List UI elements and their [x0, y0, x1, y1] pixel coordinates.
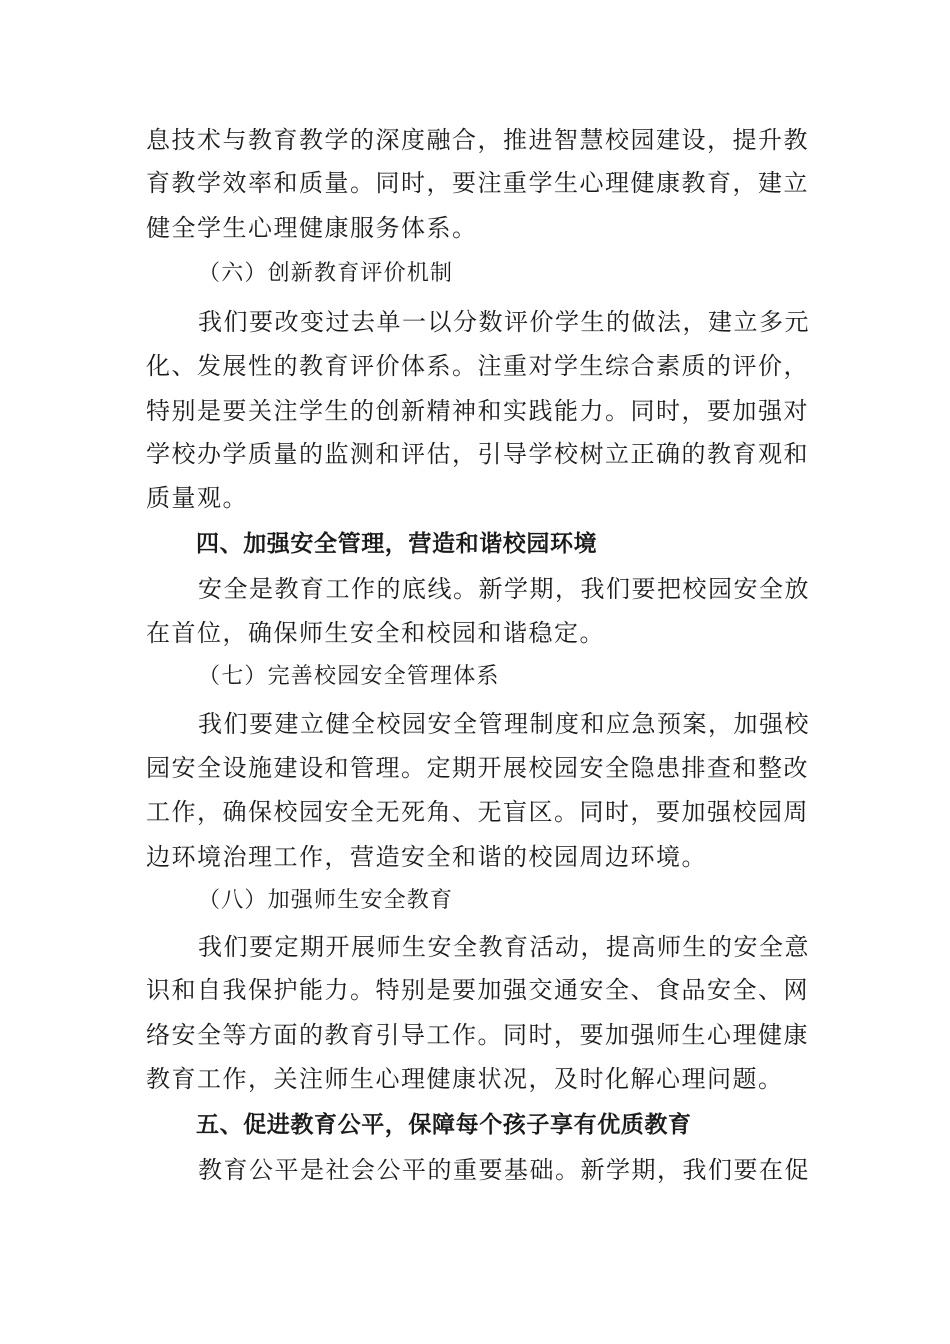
paragraph-line: 我们要改变过去单一以分数评价学生的做法，建立多元 [198, 308, 810, 336]
subsection-heading-7: （七）完善校园安全管理体系 [198, 664, 500, 689]
paragraph-line: 教育工作，关注师生心理健康状况，及时化解心理问题。 [146, 1065, 784, 1093]
paragraph-line: 特别是要关注学生的创新精神和实践能力。同时，要加强对 [146, 397, 809, 425]
paragraph-line: 息技术与教育教学的深度融合，推进智慧校园建设，提升教 [146, 126, 809, 154]
paragraph-line: 园安全设施建设和管理。定期开展校园安全隐患排查和整改 [146, 754, 809, 782]
subsection-heading-8: （八）加强师生安全教育 [198, 888, 454, 913]
paragraph-line: 工作，确保校园安全无死角、无盲区。同时，要加强校园周 [146, 798, 809, 826]
section-heading-5: 五、促进教育公平，保障每个孩子享有优质教育 [196, 1112, 692, 1138]
paragraph-line: 质量观。 [146, 484, 248, 512]
paragraph-line: 络安全等方面的教育引导工作。同时，要加强师生心理健康 [146, 1021, 809, 1049]
subsection-heading-6: （六）创新教育评价机制 [198, 261, 454, 286]
section-heading-4: 四、加强安全管理，营造和谐校园环境 [196, 531, 598, 557]
paragraph-line: 健全学生心理健康服务体系。 [146, 214, 478, 242]
paragraph-line: 教育公平是社会公平的重要基础。新学期，我们要在促 [198, 1156, 810, 1184]
paragraph-line: 安全是教育工作的底线。新学期，我们要把校园安全放 [198, 575, 810, 603]
paragraph-line: 化、发展性的教育评价体系。注重对学生综合素质的评价， [146, 352, 809, 380]
paragraph-line: 边环境治理工作，营造安全和谐的校园周边环境。 [146, 843, 707, 871]
paragraph-line: 我们要定期开展师生安全教育活动，提高师生的安全意 [198, 933, 810, 961]
paragraph-line: 识和自我保护能力。特别是要加强交通安全、食品安全、网 [146, 976, 809, 1004]
paragraph-line: 我们要建立健全校园安全管理制度和应急预案，加强校 [198, 710, 810, 738]
paragraph-line: 育教学效率和质量。同时，要注重学生心理健康教育，建立 [146, 169, 809, 197]
paragraph-line: 在首位，确保师生安全和校园和谐稳定。 [146, 619, 605, 647]
paragraph-line: 学校办学质量的监测和评估，引导学校树立正确的教育观和 [146, 440, 809, 468]
